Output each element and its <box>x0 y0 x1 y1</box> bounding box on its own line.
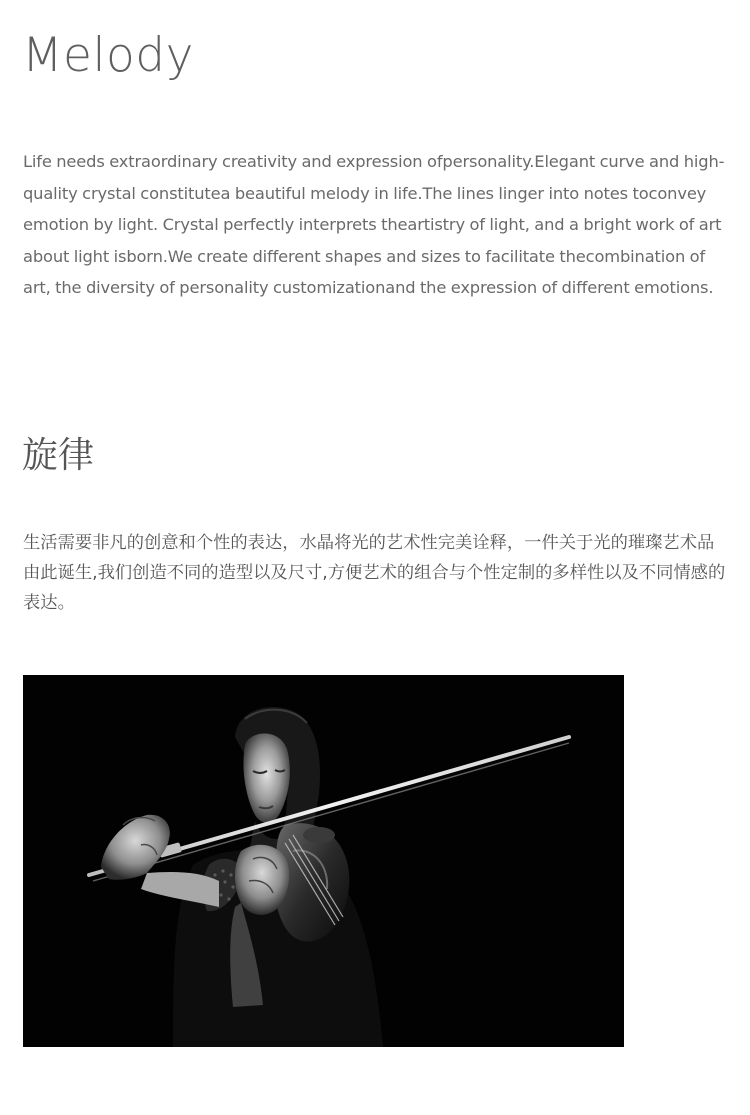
english-description: Life needs extraordinary creativity and expression ofpersonality.Elegant curve and high-quality crystal constitutea beautiful melody in life.The lines linger into notes toconvey emotion by light. Crystal perfectly interprets theartistry of light, and a bright work of art about light isborn.We create different shapes and sizes to facilitate thecombination of art, the diversity of personality customizationand the expression of different emotions. <box>23 152 725 298</box>
chinese-description: 生活需要非凡的创意和个性的表达，水晶将光的艺术性完美诠释，一件关于光的璀璨艺术品由此诞生,我们创造不同的造型以及尺寸,方便艺术的组合与个性定制的多样性以及不同情感的表达。 <box>23 533 726 613</box>
english-title: Melody <box>22 28 194 83</box>
violinist-photo <box>23 675 624 1047</box>
chinese-title: 旋律 <box>22 435 95 476</box>
